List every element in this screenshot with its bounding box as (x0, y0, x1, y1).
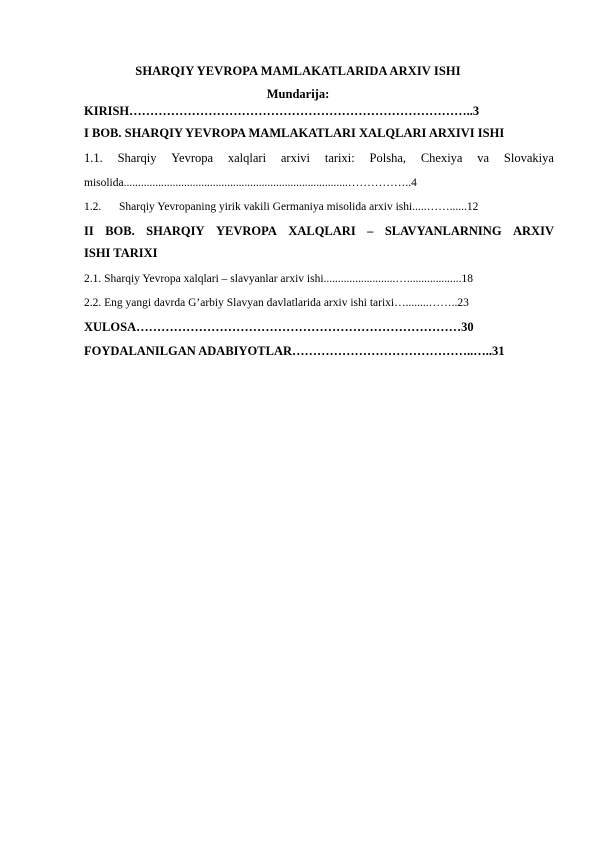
toc-entry-1-1-line-2: misolida..............................................................................……………..4 (84, 177, 417, 189)
toc-entry-2-2: 2.2. Eng yangi davrda G’arbiy Slavyan davlatlarida arxiv ishi tarixi…........……..23 (84, 297, 469, 309)
word: tarixi: (324, 151, 355, 165)
document-title: SHARQIY YEVROPA MAMLAKATLARIDA ARXIV ISHI (135, 64, 461, 78)
word: SLAVYANLARNING (384, 224, 502, 238)
toc-entry-conclusion: XULOSA……………………………………………………………………30 (84, 320, 474, 334)
toc-entry-references: FOYDALANILGAN ADABIYOTLAR……………………………………..…..31 (84, 344, 505, 358)
word: Slovakiya (503, 151, 554, 165)
word: va (477, 151, 490, 165)
word: II (84, 224, 94, 238)
section-number: 1.2. (84, 201, 102, 213)
word: ARXIV (513, 224, 554, 238)
word: XALQLARI (288, 224, 356, 238)
toc-entry-chapter-2-line-2: ISHI TARIXI (84, 246, 158, 260)
word: arxivi (280, 151, 311, 165)
word: SHARQIY (146, 224, 205, 238)
toc-entry-1-2 (84, 198, 554, 216)
toc-entry-chapter-2-line-1 (84, 222, 554, 240)
word: Yevropa (171, 151, 214, 165)
toc-heading: Mundarija: (266, 87, 330, 101)
word: Chexiya (420, 151, 463, 165)
word: BOB. (105, 224, 135, 238)
word: Polsha, (369, 151, 406, 165)
word: Sharqiy (117, 151, 157, 165)
toc-entry-2-1: 2.1. Sharqiy Yevropa xalqlari – slavyanlar arxiv ishi.........................…...................18 (84, 273, 474, 285)
section-text: Sharqiy Yevropaning yirik vakili Germaniya misolida arxiv ishi.....……......12 (119, 201, 479, 213)
word: YEVROPA (215, 224, 277, 238)
word: xalqlari (227, 151, 267, 165)
toc-entry-1-1-line-1 (84, 149, 554, 167)
word: 1.1. (84, 151, 103, 165)
word: – (367, 224, 374, 238)
toc-entry-chapter-1: I BOB. SHARQIY YEVROPA MAMLAKATLARI XALQLARI ARXIVI ISHI (84, 126, 505, 140)
toc-entry-intro: KIRISH………………………………………………………………………..3 (84, 104, 480, 118)
